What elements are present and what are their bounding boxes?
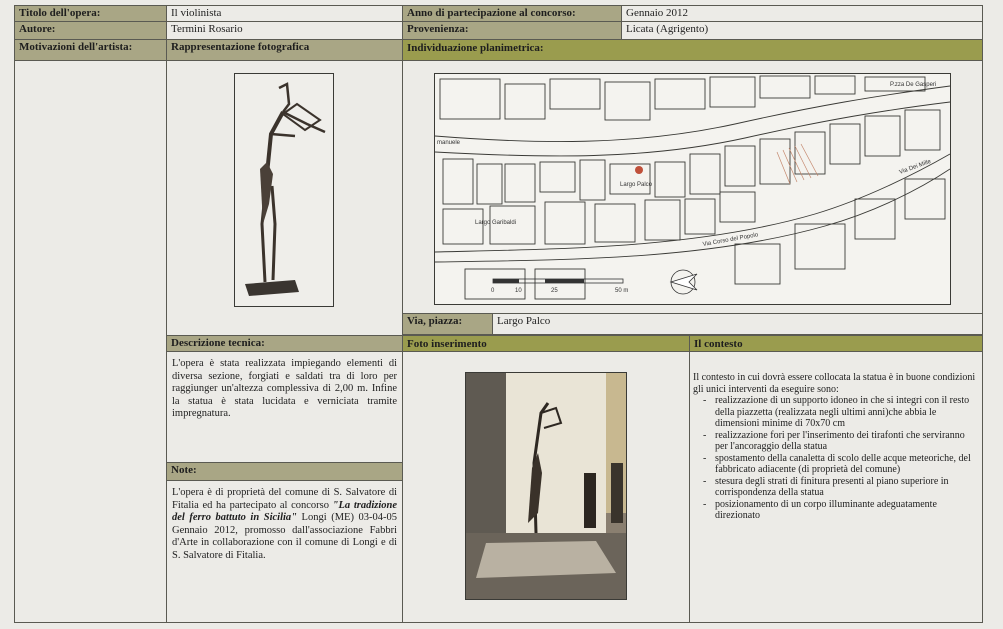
plan-label: Individuazione planimetrica: [402,39,983,61]
location-marker [635,166,643,174]
context-item: - realizzazione fori per l'inserimento dei tirafonti che serviranno per l'ancoraggio della statua [715,430,976,453]
map-label-largo-palco: Largo Palco [620,182,653,188]
map-label-via-dei-mille: Via Dei Mille [898,158,932,176]
context-item: - posizionamento di un corpo illuminante adeguatamente direzionato [715,499,976,522]
svg-text:0: 0 [491,288,495,294]
notes-text: L'opera è di proprietà del comune di S. Salvatore di Fitalia ed ha partecipato al concorso "La tradizione del ferro battuto in Sicilia" Longi (ME) 03-04-05 Gennaio 2012, promosso dall'associazione Fabbri d'Arte in collaborazione con il comune di Longi e di S. Salvatore di Fitalia. [166,480,403,623]
context-item: - spostamento della canaletta di scolo delle acque meteoriche, del fabbricato adiacente (di proprietà del comune) [715,453,976,476]
origin-value: Licata (Agrigento) [621,21,983,40]
context-list [693,395,976,522]
context-intro: Il contesto in cui dovrà essere collocata la statua è in buone condizioni gli unici interventi da eseguire sono: [693,372,976,395]
motivation-label: Motivazioni dell'artista: [14,39,167,61]
site-photo [465,372,627,600]
svg-text:10: 10 [515,288,522,294]
notes-label: Note: [166,462,403,481]
motivation-body [14,60,167,623]
author-label: Autore: [14,21,167,40]
title-value: Il violinista [166,5,403,22]
origin-label: Provenienza: [402,21,622,40]
foto-label: Foto inserimento [402,335,690,352]
site-map [434,73,951,305]
context-item: - stesura degli strati di finitura presenti al piano superiore in corrispondenza della statua [715,476,976,499]
context-label: Il contesto [689,335,983,352]
place-label: Via, piazza: [402,313,493,335]
context-item: - realizzazione di un supporto idoneo in che si integri con il resto della piazzetta (realizzata negli ultimi anni)che abbia le dimensioni minime di 70x70 cm [715,395,976,430]
map-label-pzza: P.zza De Gasperi [890,82,937,88]
map-label-via-corso: Via Corso del Popolo [702,232,759,248]
context-body [689,351,983,623]
violinist-sculpture-image [235,74,333,306]
plan-cell [402,60,983,314]
technical-text: L'opera è stata realizzata impiegando elementi di diversa sezione, forgiati e saldati tra di loro per raggiunger un'altezza complessiva di 2,00 m. Infine la statua è stata lucidata e verniciata tramite impregnatura. [166,351,403,463]
year-label: Anno di partecipazione al concorso: [402,5,622,22]
svg-text:25: 25 [551,288,558,294]
technical-label: Descrizione tecnica: [166,335,403,352]
sculpture-photo [234,73,334,307]
map-label-largo-garibaldi: Largo Garibaldi [475,220,517,226]
site-photo-image [466,373,626,599]
photo-cell [166,60,403,336]
year-value: Gennaio 2012 [621,5,983,22]
title-label: Titolo dell'opera: [14,5,167,22]
foto-cell [402,351,690,623]
svg-text:50 m: 50 m [615,288,629,294]
author-value: Termini Rosario [166,21,403,40]
map-label-manuele: manuele [437,140,461,146]
photo-label: Rappresentazione fotografica [166,39,403,61]
place-value: Largo Palco [492,313,983,335]
city-plan-map [435,74,950,304]
